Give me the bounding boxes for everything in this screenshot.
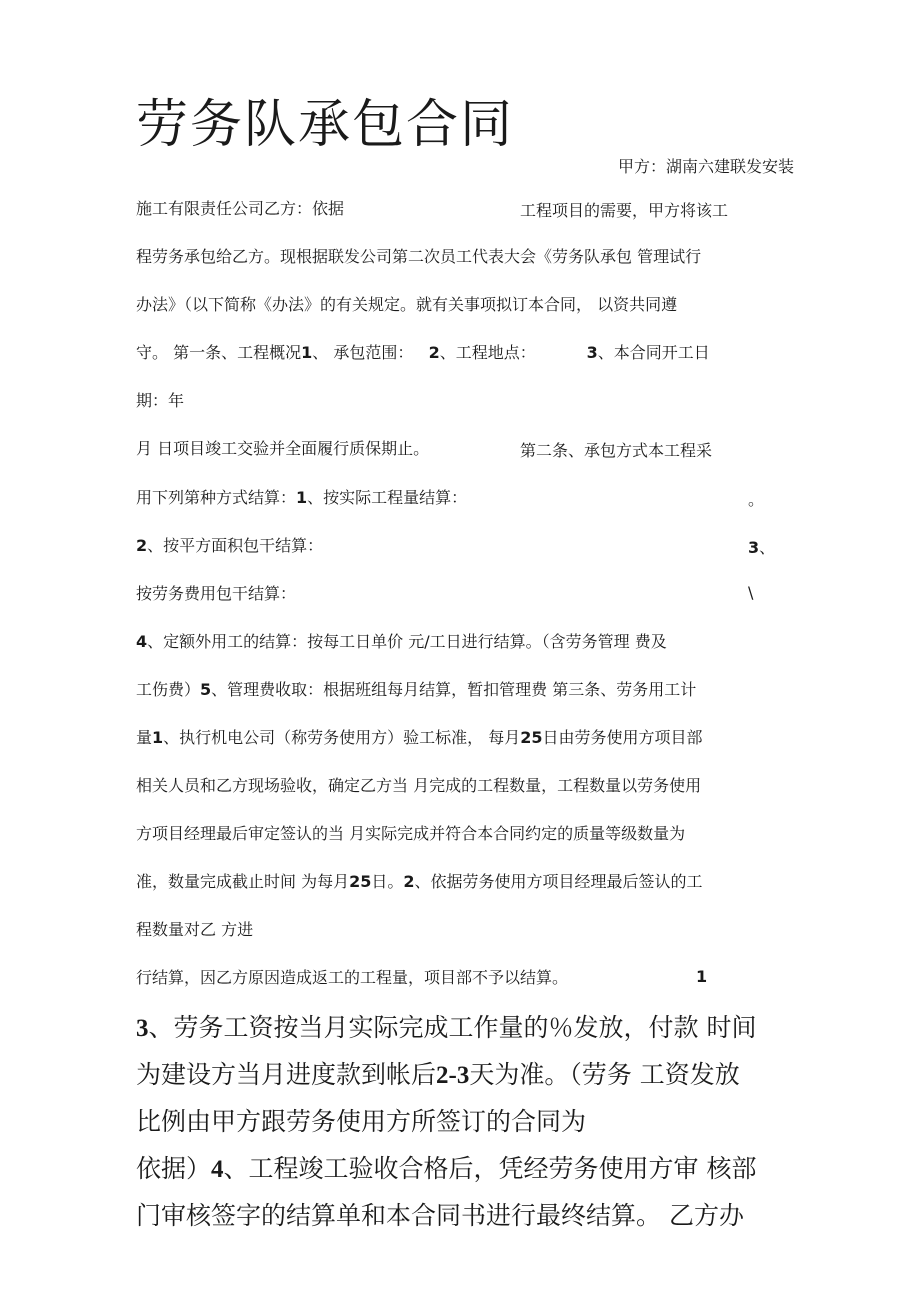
large-line-3: 比例由甲方跟劳务使用方所签订的合同为 xyxy=(136,1107,587,1136)
line-17-end: 1 xyxy=(696,967,708,986)
line-9: 按劳务费用包干结算： xyxy=(136,584,297,603)
line-12: 量1、执行机电公司（称劳务使用方）验工标准， 每月25日由劳务使用方项目部 xyxy=(136,728,703,747)
line-5: 期：年 xyxy=(136,391,185,410)
line-7: 用下列第种方式结算：1、按实际工程量结算： xyxy=(136,488,468,507)
line-14: 方项目经理最后审定签认的当 月实际完成并符合本合同约定的质量等级数量为 xyxy=(136,824,686,843)
line-1: 施工有限责任公司乙方：依据 xyxy=(136,199,345,218)
large-line-1: 3、劳务工资按当月实际完成工作量的％发放，付款 时间 xyxy=(136,1013,757,1042)
line-1-right: 工程项目的需要，甲方将该工 xyxy=(520,201,729,220)
party-a-line: 甲方：湖南六建联发安装 xyxy=(617,157,794,176)
line-8-end: 3、 xyxy=(748,538,776,557)
large-line-5: 门审核签字的结算单和本合同书进行最终结算。 乙方办 xyxy=(136,1201,744,1230)
line-7-end: 。 xyxy=(748,490,765,509)
line-16: 程数量对乙 方进 xyxy=(136,920,254,939)
line-6: 月 日项目竣工交验并全面履行质保期止。 xyxy=(136,439,430,458)
line-17: 行结算，因乙方原因造成返工的工程量，项目部不予以结算。 xyxy=(136,968,569,987)
line-10: 4、定额外用工的结算：按每工日单价 元/工日进行结算。（含劳务管理 费及 xyxy=(136,632,667,651)
line-8: 2、按平方面积包干结算： xyxy=(136,536,324,555)
line-13: 相关人员和乙方现场验收，确定乙方当 月完成的工程数量，工程数量以劳务使用 xyxy=(136,776,702,795)
line-4: 守。 第一条、工程概况1、 承包范围： 2、工程地点： 3、本合同开工日 xyxy=(136,343,710,362)
line-11: 工伤费）5、管理费收取：根据班组每月结算，暂扣管理费 第三条、劳务用工计 xyxy=(136,680,697,699)
large-line-4: 依据）4、工程竣工验收合格后，凭经劳务使用方审 核部 xyxy=(136,1154,757,1183)
large-line-2: 为建设方当月进度款到帐后2-3天为准。（劳务 工资发放 xyxy=(136,1060,740,1089)
line-2: 程劳务承包给乙方。现根据联发公司第二次员工代表大会《劳务队承包 管理试行 xyxy=(136,247,702,266)
line-15: 准，数量完成截止时间 为每月25日。2、依据劳务使用方项目经理最后签认的工 xyxy=(136,872,703,891)
contract-title: 劳务队承包合同 xyxy=(136,95,515,155)
line-9-end: \ xyxy=(748,583,754,602)
line-3: 办法》（以下简称《办法》的有关规定。就有关事项拟订本合同， 以资共同遵 xyxy=(136,295,678,314)
line-6-right: 第二条、承包方式本工程采 xyxy=(520,441,713,460)
